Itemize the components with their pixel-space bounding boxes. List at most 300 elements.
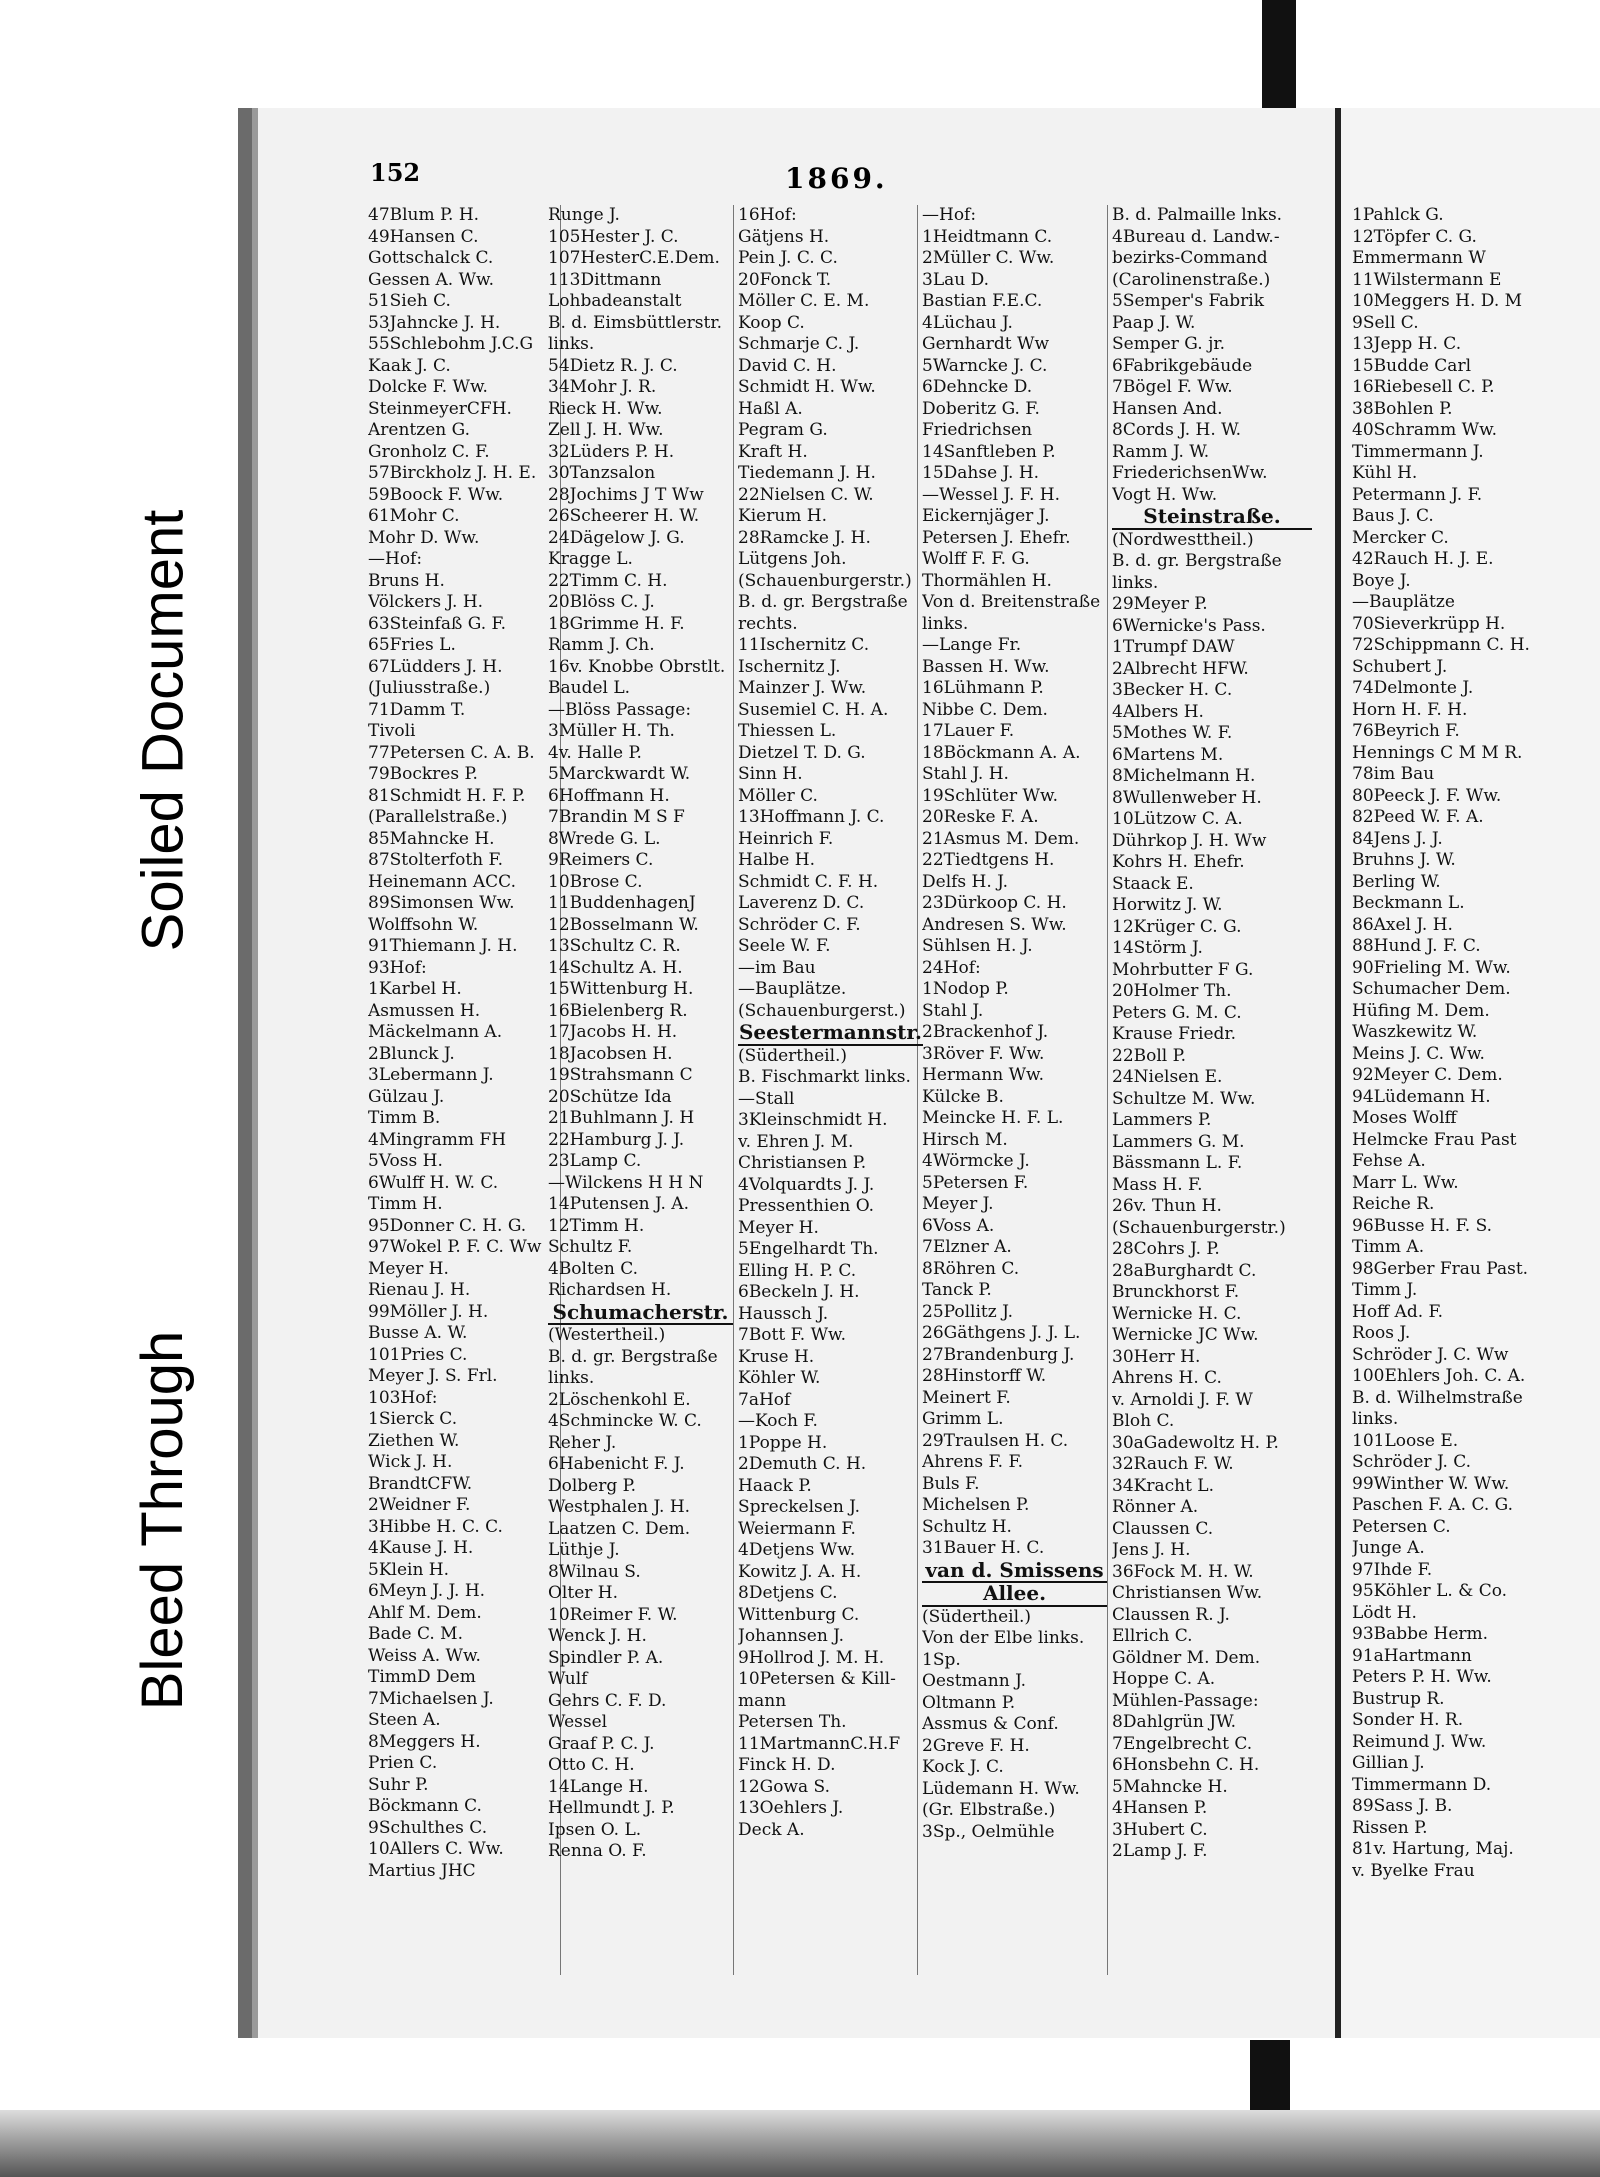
directory-entry: 3Hubert C. [1112, 1819, 1208, 1840]
directory-entry: 19Schlüter Ww. [922, 785, 1058, 806]
directory-entry: 1Nodop P. [922, 979, 1009, 999]
directory-entry: Schmidt H. Ww. [738, 377, 876, 397]
directory-column-4 [922, 205, 1107, 1843]
directory-entry: links. [548, 334, 595, 354]
directory-entry: Petersen Th. [738, 1712, 847, 1732]
directory-entry: 27Brandenburg J. [922, 1344, 1075, 1365]
directory-entry: Heinemann ACC. [368, 871, 516, 892]
directory-entry: Rienau J. H. [368, 1280, 471, 1300]
directory-entry: 55Schlebohm J.C.G [368, 334, 534, 354]
directory-entry: 6Habenicht F. J. [548, 1454, 685, 1474]
directory-entry: Lüdemann H. Ww. [922, 1778, 1080, 1799]
directory-entry: 7Elzner A. [922, 1237, 1012, 1257]
directory-entry: Reiche R. [1352, 1194, 1435, 1214]
directory-entry: 26Gäthgens J. J. L. [922, 1323, 1081, 1343]
directory-entry: Richardsen H. [548, 1280, 672, 1300]
directory-entry: Bässmann L. F. [1112, 1153, 1243, 1173]
directory-entry: 100Ehlers Joh. C. A. [1352, 1366, 1526, 1386]
directory-entry: Horn H. F. H. [1352, 699, 1468, 720]
directory-entry: Stahl J. H. [922, 764, 1009, 784]
directory-entry: Lammers G. M. [1112, 1131, 1245, 1152]
directory-entry: 28Cohrs J. P. [1112, 1239, 1220, 1259]
directory-entry: Hirsch M. [922, 1129, 1008, 1150]
directory-entry: B. d. gr. Bergstraße [738, 592, 908, 612]
directory-entry: 9Reimers C. [548, 850, 654, 870]
directory-entry: (Schauenburgerst.) [738, 1000, 906, 1021]
directory-entry: Ischernitz J. [738, 656, 841, 677]
directory-entry: 3Müller H. Th. [548, 721, 675, 741]
directory-entry: 21Asmus M. Dem. [922, 828, 1080, 849]
directory-entry: 32Lüders P. H. [548, 441, 675, 462]
directory-entry: Wessel [548, 1712, 608, 1732]
directory-entry: 32Rauch F. W. [1112, 1454, 1234, 1474]
directory-entry: 10Lützow C. A. [1112, 809, 1243, 829]
directory-entry: 76Beyrich F. [1352, 721, 1460, 741]
directory-entry: Susemiel C. H. A. [738, 699, 889, 720]
directory-entry: Lammers P. [1112, 1110, 1212, 1130]
directory-entry: Arentzen G. [368, 420, 470, 440]
directory-entry: 3Kleinschmidt H. [738, 1110, 888, 1130]
directory-entry: Meyer J. [922, 1194, 994, 1214]
directory-entry: Timmermann J. [1352, 441, 1484, 462]
directory-entry: Schmidt C. F. H. [738, 871, 879, 892]
directory-entry: Kowitz J. A. H. [738, 1561, 862, 1582]
directory-entry: Berling W. [1352, 871, 1441, 892]
directory-entry: Prien C. [368, 1753, 438, 1773]
directory-entry: 82Peed W. F. A. [1352, 807, 1484, 827]
directory-entry: Sinn H. [738, 764, 803, 784]
directory-entry: rechts. [738, 613, 798, 634]
directory-entry: 2Lamp J. F. [1112, 1841, 1208, 1861]
directory-entry: Dolcke F. Ww. [368, 377, 488, 397]
directory-entry: Wenck J. H. [548, 1626, 647, 1646]
directory-entry: 23Lamp C. [548, 1151, 642, 1171]
directory-entry: Kragge L. [548, 549, 633, 569]
directory-entry: Johannsen J. [738, 1626, 845, 1646]
directory-entry: Wittenburg C. [738, 1604, 860, 1625]
directory-entry: Schultze M. Ww. [1112, 1088, 1256, 1109]
directory-entry: Thiessen L. [738, 721, 837, 741]
directory-entry: Laatzen C. Dem. [548, 1518, 691, 1539]
directory-entry: Ramm J. Ch. [548, 635, 655, 655]
directory-entry: Vogt H. Ww. [1112, 484, 1218, 505]
directory-entry: 16Bielenberg R. [548, 1000, 688, 1021]
directory-entry: Olter H. [548, 1583, 619, 1603]
directory-entry: 113Dittmann [548, 269, 662, 290]
directory-entry: 8Wrede G. L. [548, 828, 661, 849]
directory-entry: Westphalen J. H. [548, 1497, 691, 1517]
directory-entry: Meyer H. [368, 1258, 449, 1279]
directory-entry: 19Strahsmann C [548, 1065, 693, 1085]
directory-entry: Kaak J. C. [368, 355, 451, 376]
directory-entry: 10Reimer F. W. [548, 1604, 678, 1625]
directory-entry: Mohrbutter F G. [1112, 959, 1254, 980]
directory-entry: 97Ihde F. [1352, 1559, 1433, 1580]
directory-entry: 4Detjens Ww. [738, 1540, 856, 1560]
directory-entry: 81Schmidt H. F. P. [368, 785, 526, 806]
directory-entry: 98Gerber Frau Past. [1352, 1258, 1529, 1279]
directory-entry: Kierum H. [738, 506, 828, 526]
directory-entry: 103Hof: [368, 1387, 438, 1408]
directory-entry: Timm B. [368, 1108, 441, 1128]
directory-entry: 89Simonsen Ww. [368, 893, 515, 913]
directory-entry: Hermann Ww. [922, 1065, 1044, 1085]
directory-entry: links. [548, 1368, 595, 1388]
directory-entry: 2Blunck J. [368, 1043, 455, 1064]
directory-entry: Gronholz C. F. [368, 441, 490, 462]
directory-entry: 3Hibbe H. C. C. [368, 1516, 503, 1537]
directory-entry: 61Mohr C. [368, 506, 460, 526]
street-heading: van d. Smissens [922, 1560, 1107, 1584]
directory-entry: Runge J. [548, 205, 620, 225]
directory-entry: Schultz H. [922, 1516, 1012, 1537]
directory-entry: 8Cords J. H. W. [1112, 420, 1242, 440]
directory-entry: Claussen C. [1112, 1518, 1214, 1539]
directory-entry: Steen A. [368, 1710, 441, 1730]
directory-entry: 8Dahlgrün JW. [1112, 1712, 1236, 1732]
directory-entry: FriederichsenWw. [1112, 463, 1268, 483]
directory-entry: 92Meyer C. Dem. [1352, 1065, 1503, 1085]
directory-entry: Bruhns J. W. [1352, 850, 1456, 870]
directory-entry: Renna O. F. [548, 1841, 647, 1861]
directory-entry: Moses Wolff [1352, 1108, 1457, 1128]
directory-entry: Meins J. C. Ww. [1352, 1043, 1485, 1064]
directory-entry: Otto C. H. [548, 1755, 635, 1775]
directory-entry: Schultz F. [548, 1237, 633, 1257]
directory-entry: 23Dürkoop C. H. [922, 893, 1067, 913]
directory-entry: 1Pahlck G. [1352, 205, 1444, 225]
directory-entry: 24Dägelow J. G. [548, 527, 685, 548]
directory-entry: Brunckhorst F. [1112, 1282, 1240, 1302]
directory-entry: Von der Elbe links. [922, 1628, 1085, 1648]
directory-entry: 6Meyn J. J. H. [368, 1581, 486, 1601]
directory-entry: 14Lange H. [548, 1776, 649, 1797]
directory-entry: Schröder C. F. [738, 914, 861, 935]
directory-entry: Tanck P. [922, 1280, 992, 1300]
directory-entry: Haßl A. [738, 398, 803, 419]
directory-entry: Finck H. D. [738, 1755, 836, 1775]
directory-entry: Wick J. H. [368, 1452, 453, 1472]
directory-entry: 9Schulthes C. [368, 1817, 488, 1838]
directory-entry: 12Bosselmann W. [548, 914, 699, 935]
directory-entry: 2Greve F. H. [922, 1735, 1030, 1756]
directory-entry: mann [738, 1690, 787, 1711]
directory-entry: Weiermann F. [738, 1518, 856, 1539]
directory-entry: Ahrens H. C. [1112, 1368, 1222, 1388]
binding-top [1262, 0, 1296, 110]
directory-entry: 95Köhler L. & Co. [1352, 1581, 1508, 1601]
directory-entry: Roos J. [1352, 1323, 1411, 1343]
directory-entry: 84Jens J. J. [1352, 828, 1443, 849]
directory-entry: 4Bureau d. Landw.- [1112, 226, 1280, 247]
directory-entry: 91aHartmann [1352, 1645, 1472, 1666]
directory-entry: 5Warncke J. C. [922, 355, 1048, 376]
directory-entry: 53Jahncke J. H. [368, 312, 501, 333]
directory-entry: Wulf [548, 1669, 588, 1689]
directory-entry: 2Brackenhof J. [922, 1022, 1049, 1042]
directory-entry: 4Bolten C. [548, 1258, 639, 1279]
directory-entry: Sühlsen H. J. [922, 936, 1033, 956]
directory-entry: Paschen F. A. C. G. [1352, 1495, 1514, 1515]
directory-entry: 10Meggers H. D. M [1352, 291, 1523, 311]
directory-entry: Asmussen H. [368, 1000, 481, 1021]
directory-entry: 1Sierck C. [368, 1409, 458, 1429]
directory-entry: Graaf P. C. J. [548, 1733, 655, 1754]
directory-entry: B. d. gr. Bergstraße [548, 1346, 718, 1367]
directory-entry: Wernicke H. C. [1112, 1303, 1242, 1324]
directory-entry: 40Schramm Ww. [1352, 420, 1498, 440]
directory-entry: —Lange Fr. [922, 635, 1022, 655]
directory-entry: Horwitz J. W. [1112, 895, 1223, 915]
directory-entry: 6Honsbehn C. H. [1112, 1755, 1260, 1775]
directory-entry: Pressenthien O. [738, 1196, 875, 1216]
directory-column-1 [368, 205, 563, 1882]
directory-entry: Ellrich C. [1112, 1626, 1193, 1646]
directory-entry: 16Riebesell C. P. [1352, 377, 1495, 397]
directory-entry: B. d. Eimsbüttlerstr. [548, 312, 723, 333]
directory-entry: 5Mothes W. F. [1112, 723, 1233, 743]
directory-entry: 20Blöss C. J. [548, 592, 655, 612]
directory-entry: Baudel L. [548, 678, 631, 698]
directory-entry: Rönner A. [1112, 1497, 1199, 1517]
directory-entry: 28Ramcke J. H. [738, 527, 871, 548]
directory-entry: 9Sell C. [1352, 312, 1419, 333]
directory-entry: 2Müller C. Ww. [922, 248, 1055, 268]
directory-entry: 18Jacobsen H. [548, 1043, 673, 1064]
directory-entry: Pegram G. [738, 420, 828, 440]
directory-entry: 5Voss H. [368, 1151, 443, 1171]
directory-entry: 1Sp. [922, 1649, 961, 1670]
directory-entry: Petermann J. F. [1352, 484, 1483, 505]
directory-entry: Ahlf M. Dem. [368, 1602, 482, 1623]
directory-entry: 88Hund J. F. C. [1352, 936, 1481, 956]
directory-entry: Timm J. [1352, 1280, 1418, 1300]
directory-entry: 5Semper's Fabrik [1112, 291, 1265, 311]
directory-entry: Lödt H. [1352, 1602, 1417, 1623]
directory-entry: —im Bau [738, 957, 816, 978]
directory-entry: —Hof: [922, 205, 977, 225]
directory-entry: Peters P. H. Ww. [1352, 1667, 1492, 1687]
directory-entry: 95Donner C. H. G. [368, 1215, 527, 1236]
directory-entry: 6Martens M. [1112, 744, 1224, 765]
directory-entry: Bruns H. [368, 570, 445, 591]
directory-entry: —Wilckens H H N [548, 1172, 704, 1193]
directory-entry: Petersen C. [1352, 1516, 1451, 1537]
directory-entry: 3Lau D. [922, 269, 990, 290]
directory-entry: 10Brose C. [548, 871, 643, 892]
directory-entry: 22Boll P. [1112, 1045, 1187, 1066]
directory-entry: Grimm L. [922, 1409, 1004, 1429]
directory-entry: Wolffsohn W. [368, 914, 479, 935]
directory-entry: 30aGadewoltz H. P. [1112, 1432, 1279, 1453]
directory-entry: 94Lüdemann H. [1352, 1086, 1491, 1107]
directory-entry: 13Oehlers J. [738, 1798, 844, 1818]
directory-entry: (Parallelstraße.) [368, 807, 508, 827]
column-rule [1107, 205, 1108, 1975]
directory-entry: Schröder J. C. Ww [1352, 1344, 1509, 1365]
directory-entry: B. d. Wilhelmstraße [1352, 1387, 1523, 1408]
directory-entry: Spreckelsen J. [738, 1497, 861, 1517]
directory-entry: —Blöss Passage: [548, 699, 692, 720]
directory-column-5 [1112, 205, 1312, 1863]
directory-entry: Suhr P. [368, 1774, 429, 1795]
directory-entry: 7aHof [738, 1389, 791, 1410]
directory-entry: 6Voss A. [922, 1215, 995, 1236]
directory-entry: Busse A. W. [368, 1323, 468, 1343]
directory-entry: Deck A. [738, 1819, 805, 1840]
directory-entry: 3Sp., Oelmühle [922, 1821, 1055, 1842]
directory-entry: 6Hoffmann H. [548, 785, 670, 806]
directory-entry: Zell J. H. Ww. [548, 420, 664, 440]
directory-entry: Mühlen-Passage: [1112, 1690, 1259, 1711]
directory-entry: Beckmann L. [1352, 893, 1465, 913]
directory-entry: Reimund J. Ww. [1352, 1731, 1487, 1752]
directory-entry: Waszkewitz W. [1352, 1022, 1478, 1042]
directory-entry: 15Wittenburg H. [548, 979, 694, 999]
directory-entry: 1Poppe H. [738, 1432, 828, 1453]
directory-entry: B. d. Palmaille lnks. [1112, 205, 1283, 225]
directory-entry: Martius JHC [368, 1860, 476, 1881]
directory-entry: (Schauenburgerstr.) [1112, 1217, 1286, 1238]
directory-entry: —Bauplätze. [738, 979, 847, 999]
directory-entry: 6Beckeln J. H. [738, 1282, 860, 1302]
directory-entry: 89Sass J. B. [1352, 1796, 1453, 1816]
column-rule [733, 205, 734, 1975]
directory-entry: Bloh C. [1112, 1411, 1175, 1431]
directory-entry: TimmD Dem [368, 1667, 476, 1687]
directory-entry: Tiedemann J. H. [738, 463, 876, 483]
directory-entry: 13Schultz C. R. [548, 936, 681, 956]
directory-entry: David C. H. [738, 355, 837, 376]
directory-entry: Oestmann J. [922, 1671, 1027, 1691]
directory-entry: 93Hof: [368, 957, 427, 978]
directory-entry: 65Fries L. [368, 635, 456, 655]
directory-entry: Bastian F.E.C. [922, 291, 1043, 311]
directory-entry: Schröder J. C. [1352, 1452, 1472, 1472]
directory-entry: —Wessel J. F. H. [922, 484, 1060, 505]
directory-entry: 26Scheerer H. W. [548, 506, 700, 526]
directory-entry: 57Birckholz J. H. E. [368, 463, 537, 483]
directory-entry: Christiansen P. [738, 1153, 867, 1173]
directory-entry: 5Engelhardt Th. [738, 1239, 879, 1259]
directory-entry: Wernicke JC Ww. [1112, 1325, 1259, 1345]
directory-entry: Petersen J. Ehefr. [922, 527, 1071, 548]
directory-entry: Sonder H. R. [1352, 1710, 1464, 1730]
directory-entry: Dührkop J. H. Ww [1112, 830, 1267, 851]
directory-entry: 28Hinstorff W. [922, 1366, 1047, 1386]
directory-entry: 4Lüchau J. [922, 312, 1013, 333]
directory-entry: 1Karbel H. [368, 979, 462, 999]
directory-entry: 5Marckwardt W. [548, 764, 691, 784]
directory-entry: 11BuddenhagenJ [548, 893, 696, 913]
directory-entry: 4v. Halle P. [548, 742, 642, 763]
directory-entry: 87Stolterfoth F. [368, 850, 504, 870]
directory-entry: Bade C. M. [368, 1624, 463, 1644]
directory-entry: 91Thiemann J. H. [368, 936, 518, 956]
directory-entry: 20Holmer Th. [1112, 981, 1232, 1001]
directory-entry: 3Lebermann J. [368, 1065, 494, 1085]
scan-shadow [0, 2110, 1600, 2177]
directory-entry: SteinmeyerCFH. [368, 398, 512, 419]
directory-entry: 12Krüger C. G. [1112, 916, 1242, 937]
directory-entry: 47Blum P. H. [368, 205, 480, 225]
directory-entry: Lüthje J. [548, 1540, 620, 1560]
directory-entry: Göldner M. Dem. [1112, 1647, 1261, 1668]
directory-entry: 99Winther W. Ww. [1352, 1473, 1510, 1494]
directory-entry: 12Gowa S. [738, 1776, 830, 1797]
directory-entry: Haussch J. [738, 1303, 829, 1324]
directory-entry: 85Mahncke H. [368, 828, 495, 849]
directory-entry: Ziethen W. [368, 1430, 460, 1451]
directory-entry: Mass H. F. [1112, 1174, 1203, 1195]
directory-entry: Wolff F. F. G. [922, 549, 1030, 569]
directory-entry: 20Fonck T. [738, 269, 832, 290]
directory-entry: Kraft H. [738, 441, 808, 462]
directory-column-3 [738, 205, 923, 1841]
directory-entry: Weiss A. Ww. [368, 1645, 481, 1666]
directory-entry: BrandtCFW. [368, 1473, 473, 1494]
directory-entry: 6Dehncke D. [922, 377, 1033, 397]
directory-entry: 25Pollitz J. [922, 1301, 1014, 1322]
directory-entry: Hoff Ad. F. [1352, 1301, 1444, 1322]
directory-entry: Von d. Breitenstraße [922, 592, 1101, 612]
directory-column-2 [548, 205, 733, 1863]
page-number: 152 [370, 158, 421, 187]
directory-entry: Paap J. W. [1112, 312, 1196, 333]
directory-entry: Elling H. P. C. [738, 1260, 857, 1281]
directory-entry: —Koch F. [738, 1411, 818, 1431]
directory-entry: Timmermann D. [1352, 1774, 1492, 1795]
directory-entry: 2Demuth C. H. [738, 1454, 867, 1474]
directory-entry: Michelsen P. [922, 1495, 1030, 1515]
directory-entry: Meyer J. S. Frl. [368, 1366, 498, 1386]
directory-entry: 8Detjens C. [738, 1583, 838, 1603]
directory-entry: 63Steinfaß G. F. [368, 613, 507, 634]
directory-entry: 59Boock F. Ww. [368, 484, 504, 505]
street-heading: Schumacherstr. [548, 1302, 733, 1326]
directory-entry: 9Hollrod J. M. H. [738, 1647, 885, 1668]
directory-entry: (Carolinenstraße.) [1112, 269, 1271, 290]
directory-entry: Lohbadeanstalt [548, 291, 682, 311]
directory-entry: 105Hester J. C. [548, 226, 679, 247]
directory-entry: Seele W. F. [738, 936, 831, 956]
directory-entry: Ahrens F. F. [922, 1452, 1023, 1472]
directory-entry: B. Fischmarkt links. [738, 1067, 911, 1087]
directory-entry: 8Meggers H. [368, 1731, 481, 1752]
directory-entry: Emmermann W [1352, 248, 1486, 268]
directory-entry: 93Babbe Herm. [1352, 1624, 1489, 1644]
directory-entry: 38Bohlen P. [1352, 398, 1453, 419]
directory-entry: 14Putensen J. A. [548, 1194, 689, 1214]
directory-entry: 8Wilnau S. [548, 1561, 641, 1582]
directory-entry: Kühl H. [1352, 463, 1418, 483]
directory-entry: 2Albrecht HFW. [1112, 658, 1249, 679]
bleed-through-label: Bleed Through [108, 1225, 218, 1815]
directory-entry: Nibbe C. Dem. [922, 699, 1048, 720]
directory-entry: links. [1352, 1409, 1399, 1429]
directory-entry: Friedrichsen [922, 420, 1033, 440]
directory-entry: 80Peeck J. F. Ww. [1352, 785, 1502, 806]
directory-entry: 7Bott F. Ww. [738, 1325, 846, 1345]
directory-entry: 6Fabrikgebäude [1112, 355, 1253, 376]
directory-entry: 15Budde Carl [1352, 355, 1472, 376]
directory-entry: Bassen H. Ww. [922, 656, 1050, 677]
directory-entry: 20Reske F. A. [922, 807, 1039, 827]
directory-entry: B. d. gr. Bergstraße [1112, 551, 1282, 571]
directory-entry: Fehse A. [1352, 1151, 1426, 1171]
directory-entry: 5Mahncke H. [1112, 1776, 1228, 1797]
directory-entry: Hennings C M M R. [1352, 742, 1523, 763]
